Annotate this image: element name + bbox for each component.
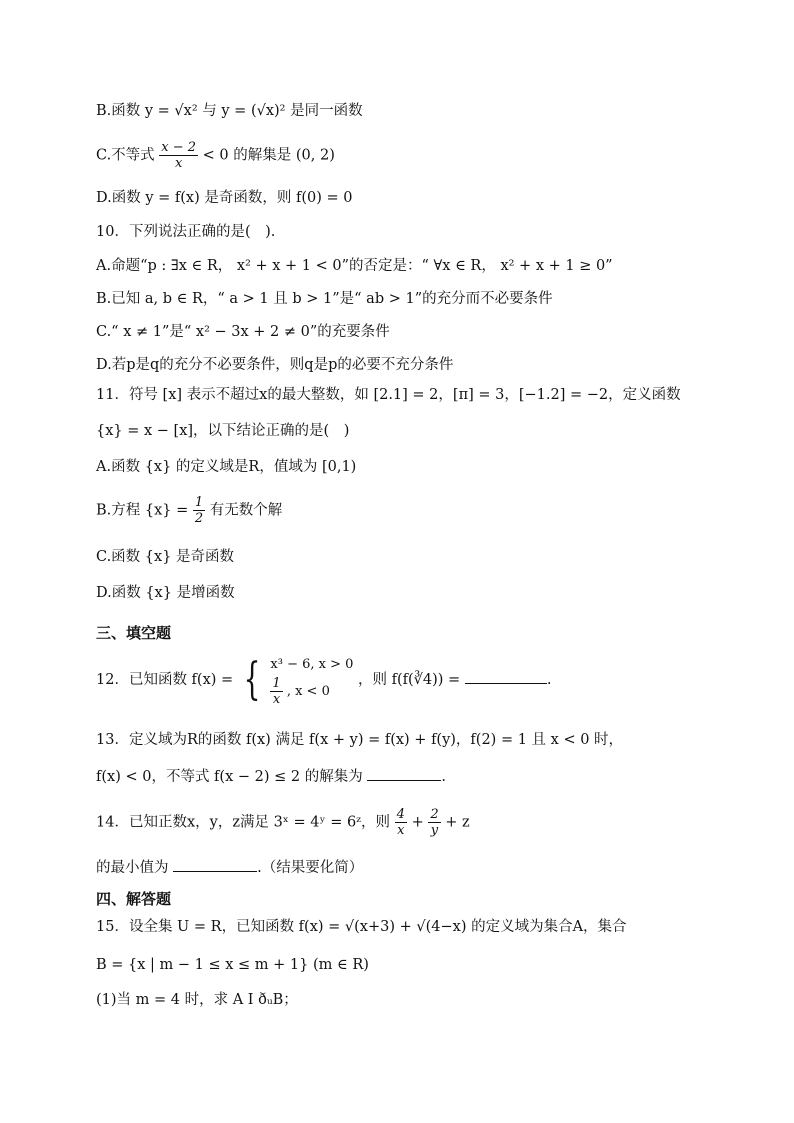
fraction [159, 140, 198, 171]
fraction [193, 495, 205, 526]
question-14 [96, 807, 470, 838]
question-13-cont [96, 765, 446, 787]
answer-blank[interactable] [465, 668, 547, 684]
answer-blank[interactable] [173, 856, 257, 872]
case-2 [270, 676, 353, 707]
option-10d: D.若p是q的充分不必要条件，则q是p的必要不充分条件 [96, 357, 454, 373]
case-2-tail: , x < 0 [286, 683, 330, 699]
option-11b-pre: B.方程 {x} = [96, 502, 189, 519]
option-9c [96, 140, 335, 171]
fraction-denominator: x [272, 691, 281, 707]
question-12-end: . [546, 672, 552, 688]
question-10: 10．下列说法正确的是( ). [96, 224, 276, 240]
fraction [270, 676, 282, 707]
fraction-numerator: 1 [194, 495, 204, 510]
question-12-post: ，则 f(f(∛4)) = [358, 672, 461, 688]
fraction [395, 807, 407, 838]
fraction-numerator: x − 2 [161, 140, 197, 155]
option-11c: C.函数 {x} 是奇函数 [96, 549, 235, 565]
option-9c-post: < 0 的解集是 (0, 2) [202, 147, 335, 164]
fraction-denominator: x [397, 823, 405, 838]
fraction-numerator: 4 [396, 807, 405, 822]
question-12-pre: 12．已知函数 f(x) = [96, 672, 234, 688]
case-1: x³ − 6, x > 0 [270, 656, 354, 672]
option-11d: D.函数 {x} 是增函数 [96, 585, 235, 601]
question-14-cont-text: 的最小值为 [96, 860, 169, 876]
question-12 [96, 648, 551, 712]
plus-sign: + [411, 814, 424, 831]
option-9c-pre: C.不等式 [96, 147, 155, 164]
question-13: 13．定义域为R的函数 f(x) 满足 f(x + y) = f(x) + f(y)，f(2) = 1 且 x < 0 时， [96, 732, 624, 748]
question-13-cont-text: f(x) < 0，不等式 f(x − 2) ≤ 2 的解集为 [96, 769, 363, 785]
question-14-pre: 14．已知正数x，y，z满足 3ˣ = 4ʸ = 6ᶻ，则 [96, 814, 391, 831]
fraction-numerator: 2 [430, 807, 439, 822]
left-brace: { [243, 654, 261, 705]
option-9d: D.函数 y = f(x) 是奇函数，则 f(0) = 0 [96, 190, 353, 206]
question-13-end: . [441, 769, 446, 785]
option-11a: A.函数 {x} 的定义域是R，值域为 [0,1) [96, 459, 357, 475]
fraction-numerator: 1 [272, 675, 281, 691]
question-15-part-1: (1)当 m = 4 时，求 A I ðᵤB； [96, 992, 298, 1008]
fraction [428, 807, 440, 838]
option-11b-post: 有无数个解 [209, 502, 283, 519]
fraction-denominator: y [430, 823, 439, 838]
question-15: 15．设全集 U = R，已知函数 f(x) = √(x+3) + √(4−x) 的定义域为集合A，集合 [96, 919, 627, 935]
option-10c: C.“ x ≠ 1”是“ x² − 3x + 2 ≠ 0”的充要条件 [96, 324, 390, 340]
answer-blank[interactable] [367, 765, 441, 781]
option-11b [96, 495, 282, 526]
section-heading-3: 三、填空题 [96, 624, 172, 642]
fraction-denominator: x [175, 156, 183, 171]
fraction-denominator: 2 [194, 511, 204, 526]
question-11: 11．符号 [x] 表示不超过x的最大整数，如 [2.1] = 2，[π] = 3，[−1.2] = −2，定义函数 [96, 387, 681, 403]
question-14-cont [96, 856, 363, 878]
piecewise-cases [270, 654, 353, 707]
question-11-cont: {x} = x − [x]，以下结论正确的是( ) [96, 423, 350, 439]
option-10b: B.已知 a, b ∈ R，“ a > 1 且 b > 1”是“ ab > 1”的充分而不必要条件 [96, 291, 553, 307]
option-10a: A.命题“p : ∃x ∈ R， x² + x + 1 < 0”的否定是：“ ∀x ∈ R， x² + x + 1 ≥ 0” [96, 258, 613, 274]
question-14-end: .（结果要化简） [257, 860, 364, 876]
question-15-set-b: B = {x | m − 1 ≤ x ≤ m + 1} (m ∈ R) [96, 957, 369, 973]
section-heading-4: 四、解答题 [96, 890, 172, 908]
question-14-post: + z [445, 814, 470, 831]
option-9b: B.函数 y = √x² 与 y = (√x)² 是同一函数 [96, 103, 363, 119]
